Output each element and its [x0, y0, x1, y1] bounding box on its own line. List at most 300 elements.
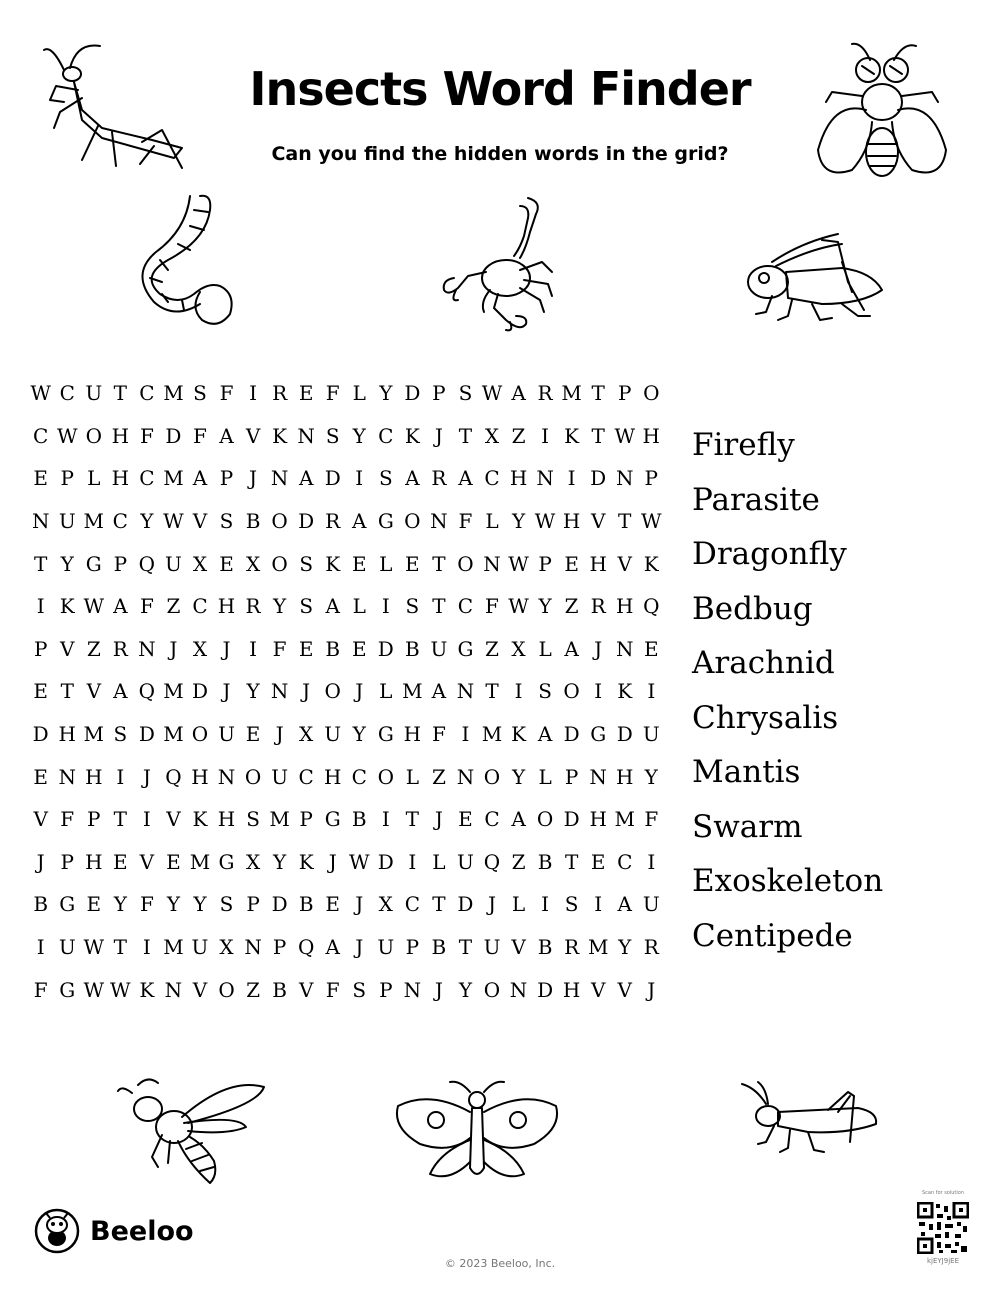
grid-letter: S [378, 466, 393, 491]
grid-letter: X [378, 892, 393, 917]
grid-letter: V [33, 807, 48, 832]
grid-letter: H [509, 466, 528, 491]
grid-letter: A [113, 679, 128, 704]
grid-letter: C [139, 381, 155, 406]
grid-letter: G [377, 509, 394, 534]
grid-letter: S [325, 423, 340, 448]
word-list-item: Bedbug [692, 590, 813, 627]
grid-letter: P [87, 807, 101, 832]
grid-letter: F [139, 892, 154, 917]
grid-letter: V [590, 509, 606, 534]
worm-illustration [138, 190, 238, 330]
grid-letter: A [325, 935, 340, 960]
grid-letter: V [511, 935, 526, 960]
grid-letter: J [355, 935, 364, 960]
grid-letter: L [538, 764, 552, 789]
grid-letter: F [60, 807, 75, 832]
grid-letter: B [431, 935, 447, 960]
grid-letter: M [402, 679, 423, 704]
grid-letter: Z [431, 764, 446, 789]
grid-letter: O [643, 381, 660, 406]
grid-letter: D [377, 636, 394, 661]
grid-letter: S [564, 892, 579, 917]
grid-letter: U [218, 722, 235, 747]
grid-letter: T [432, 892, 446, 917]
grid-letter: Z [246, 977, 261, 1002]
fly-illustration [812, 40, 952, 185]
grid-letter: H [191, 764, 209, 789]
grid-letter: U [642, 892, 660, 917]
grid-letter: S [219, 509, 234, 534]
grid-letter: E [405, 551, 420, 576]
grid-letter: E [33, 679, 48, 704]
grid-letter: F [431, 722, 446, 747]
grid-letter: U [377, 935, 395, 960]
grid-letter: W [83, 977, 105, 1002]
word-list [692, 422, 883, 967]
word-list-item: Exoskeleton [692, 863, 884, 899]
grid-letter: N [615, 466, 634, 491]
grid-letter: L [432, 849, 446, 874]
grid-letter: O [324, 679, 341, 704]
grid-letter: X [511, 636, 526, 661]
grid-letter: C [33, 423, 49, 448]
grid-letter: N [138, 636, 156, 661]
bee-logo-icon [34, 1208, 80, 1254]
grid-letter: N [31, 509, 50, 534]
grid-letter: O [271, 551, 288, 576]
word-list-item: Swarm [692, 808, 803, 845]
grid-letter: B [245, 509, 261, 534]
grid-letter: M [163, 722, 184, 747]
grid-letter: T [564, 849, 579, 874]
grid-letter: K [59, 594, 75, 619]
grid-letter: I [249, 381, 258, 406]
grid-letter: Z [564, 594, 579, 619]
grid-letter: A [405, 466, 420, 491]
grid-letter: B [405, 636, 420, 661]
grid-letter: J [142, 764, 151, 789]
grid-letter: P [272, 935, 287, 960]
grid-letter: C [351, 764, 367, 789]
grid-letter: E [33, 764, 48, 789]
grid-letter: M [163, 679, 184, 704]
grid-letter: P [432, 381, 446, 406]
grid-row [28, 798, 664, 841]
grid-letter: V [192, 977, 208, 1002]
grid-letter: S [352, 977, 367, 1002]
grid-letter: B [537, 935, 553, 960]
grid-letter: O [404, 509, 421, 534]
grid-letter: Q [165, 764, 182, 789]
grid-letter: J [249, 466, 258, 491]
grid-letter: G [377, 722, 394, 747]
grid-letter: O [536, 807, 554, 832]
grid-letter: K [139, 977, 155, 1002]
grid-letter: A [564, 636, 579, 661]
grid-letter: E [590, 849, 606, 874]
grid-letter: N [456, 764, 475, 789]
grid-letter: H [58, 722, 76, 747]
mantis-illustration [42, 40, 187, 170]
grid-letter: D [563, 807, 580, 832]
grid-letter: I [594, 892, 603, 917]
cricket-illustration [742, 232, 887, 332]
grid-letter: U [457, 849, 474, 874]
grid-letter: F [193, 423, 207, 448]
grid-letter: Y [113, 892, 127, 917]
grid-letter: Z [511, 849, 526, 874]
grid-letter: B [298, 892, 314, 917]
grid-letter: D [563, 722, 580, 747]
grid-letter: C [139, 466, 155, 491]
grid-letter: A [192, 466, 208, 491]
grid-letter: L [538, 636, 552, 661]
grid-letter: V [139, 849, 155, 874]
grid-letter: N [509, 977, 528, 1002]
grid-letter: J [355, 679, 364, 704]
grid-row [28, 457, 664, 500]
grid-letter: H [85, 764, 103, 789]
grid-letter: J [434, 807, 443, 832]
grid-letter: Y [273, 594, 287, 619]
grid-letter: I [647, 679, 656, 704]
grid-letter: C [484, 807, 500, 832]
grid-letter: N [615, 636, 634, 661]
grid-letter: W [614, 423, 635, 448]
grid-letter: O [483, 977, 501, 1002]
word-list-item: Chrysalis [692, 699, 839, 736]
grid-letter: F [325, 381, 340, 406]
grid-letter: H [111, 466, 130, 491]
word-list-item: Dragonfly [692, 536, 847, 572]
grid-row [28, 968, 664, 1011]
grid-letter: U [324, 722, 342, 747]
grid-letter: S [246, 807, 260, 832]
grid-row [28, 926, 664, 969]
grid-letter: N [589, 764, 607, 789]
grid-letter: L [87, 466, 101, 491]
grid-letter: T [113, 381, 127, 406]
grid-letter: C [378, 423, 394, 448]
grid-letter: U [191, 935, 209, 960]
grid-letter: U [58, 509, 76, 534]
grid-letter: G [324, 807, 341, 832]
grid-letter: V [617, 977, 632, 1002]
grid-letter: G [590, 722, 607, 747]
grid-letter: T [60, 679, 74, 704]
grid-letter: I [36, 935, 45, 960]
grid-letter: E [33, 466, 48, 491]
grid-letter: V [166, 807, 181, 832]
grid-letter: C [298, 764, 314, 789]
grid-letter: I [142, 935, 151, 960]
grid-letter: J [434, 977, 443, 1002]
grid-letter: J [355, 892, 364, 917]
grid-letter: L [352, 381, 366, 406]
grid-letter: U [430, 636, 448, 661]
grid-letter: R [325, 509, 341, 534]
grid-letter: N [164, 977, 183, 1002]
grid-letter: K [192, 807, 208, 832]
word-list-item: Arachnid [692, 645, 835, 681]
qr-code-label: kjEYJ9jEE [926, 1257, 959, 1265]
grid-letter: J [169, 636, 178, 661]
grid-letter: Y [140, 509, 154, 534]
grid-letter: K [643, 551, 659, 576]
qr-code-icon[interactable] [917, 1202, 969, 1254]
grid-letter: T [34, 551, 48, 576]
grid-letter: L [405, 764, 419, 789]
grid-letter: H [642, 423, 660, 448]
grid-letter: M [481, 722, 503, 747]
grid-letter: V [245, 423, 261, 448]
grid-letter: S [299, 594, 314, 619]
grid-letter: Q [138, 551, 156, 576]
grid-letter: T [113, 935, 127, 960]
grid-letter: A [352, 509, 367, 534]
grid-letter: T [591, 381, 605, 406]
grid-letter: F [485, 594, 499, 619]
grid-letter: Z [86, 636, 101, 661]
grid-letter: L [379, 679, 393, 704]
grid-letter: E [113, 849, 128, 874]
grid-letter: G [457, 636, 474, 661]
grid-letter: F [139, 423, 154, 448]
grid-letter: X [219, 935, 234, 960]
grid-letter: I [461, 722, 470, 747]
grid-letter: X [299, 722, 314, 747]
grid-letter: D [298, 509, 315, 534]
grid-letter: I [36, 594, 45, 619]
grid-letter: P [33, 636, 48, 661]
grid-letter: E [458, 807, 473, 832]
grid-letter: G [85, 551, 102, 576]
grid-row [28, 372, 664, 415]
grid-letter: S [219, 892, 234, 917]
grid-letter: B [272, 977, 287, 1002]
grid-letter: Q [297, 935, 315, 960]
grid-letter: T [432, 594, 446, 619]
grid-letter: T [405, 807, 420, 832]
grid-letter: K [511, 722, 527, 747]
grid-letter: T [485, 679, 499, 704]
grid-letter: I [381, 807, 390, 832]
grid-letter: E [298, 381, 314, 406]
grid-row [28, 628, 664, 671]
copyright-notice: © 2023 Beeloo, Inc. [444, 1257, 556, 1270]
grid-letter: W [83, 935, 105, 960]
grid-letter: I [355, 466, 364, 491]
letter-grid [28, 372, 664, 1011]
grid-letter: F [139, 594, 154, 619]
grid-letter: I [381, 594, 390, 619]
grid-letter: P [60, 466, 74, 491]
brand-logo [34, 1208, 194, 1254]
grid-letter: X [245, 849, 261, 874]
grid-row [28, 500, 664, 543]
grid-letter: K [298, 849, 314, 874]
grid-letter: D [377, 849, 394, 874]
grid-letter: A [298, 466, 314, 491]
grid-letter: C [192, 594, 208, 619]
grid-letter: V [590, 977, 606, 1002]
grid-letter: L [485, 509, 499, 534]
grid-letter: U [642, 722, 660, 747]
grid-letter: W [348, 849, 370, 874]
grid-letter: H [111, 423, 130, 448]
grid-letter: P [379, 977, 393, 1002]
grid-letter: Q [483, 849, 501, 874]
grid-letter: N [536, 466, 554, 491]
grid-letter: V [298, 977, 314, 1002]
grid-letter: X [192, 636, 208, 661]
grid-letter: U [271, 764, 289, 789]
grid-letter: R [272, 381, 288, 406]
grid-letter: B [351, 807, 367, 832]
grid-letter: S [458, 381, 473, 406]
grid-letter: N [244, 935, 262, 960]
grid-letter: I [647, 849, 656, 874]
grid-letter: O [271, 509, 288, 534]
grid-letter: H [217, 807, 236, 832]
grid-letter: A [219, 423, 234, 448]
grid-letter: Y [644, 764, 658, 789]
grid-letter: J [647, 977, 656, 1002]
grid-letter: V [86, 679, 102, 704]
grid-letter: X [484, 423, 500, 448]
grid-letter: U [85, 381, 103, 406]
grid-letter: M [83, 509, 105, 534]
grid-letter: T [458, 935, 473, 960]
grid-letter: W [163, 509, 184, 534]
grid-letter: F [33, 977, 48, 1002]
grid-letter: W [508, 594, 529, 619]
grid-letter: L [379, 551, 393, 576]
grid-letter: I [541, 423, 550, 448]
grid-letter: K [564, 423, 580, 448]
grid-letter: T [113, 807, 127, 832]
grid-row [28, 415, 664, 458]
grid-letter: S [113, 722, 128, 747]
grid-letter: D [191, 679, 208, 704]
grid-letter: I [249, 636, 258, 661]
grid-letter: D [324, 466, 341, 491]
grid-letter: T [458, 423, 473, 448]
grid-letter: T [591, 423, 605, 448]
grid-letter: P [60, 849, 74, 874]
grid-row [28, 713, 664, 756]
grid-letter: D [457, 892, 474, 917]
grid-letter: T [618, 509, 632, 534]
grid-letter: A [431, 679, 447, 704]
grid-letter: D [537, 977, 554, 1002]
grid-letter: W [481, 381, 503, 406]
grid-letter: G [218, 849, 235, 874]
grid-letter: D [616, 722, 633, 747]
grid-letter: N [403, 977, 422, 1002]
grid-row [28, 585, 664, 628]
grasshopper-illustration [738, 1082, 883, 1157]
grid-letter: Y [273, 849, 287, 874]
grid-letter: H [403, 722, 422, 747]
grid-letter: O [244, 764, 262, 789]
grid-letter: Y [246, 679, 260, 704]
grid-letter: A [511, 381, 526, 406]
grid-letter: Z [511, 423, 526, 448]
grid-letter: I [541, 892, 550, 917]
grid-letter: R [564, 935, 580, 960]
grid-letter: P [644, 466, 658, 491]
grid-letter: W [534, 509, 556, 534]
grid-letter: J [434, 423, 443, 448]
grid-letter: R [431, 466, 447, 491]
grid-letter: B [325, 636, 341, 661]
grid-letter: C [617, 849, 633, 874]
word-list-item: Parasite [692, 481, 820, 518]
grid-letter: M [614, 807, 635, 832]
grid-letter: R [590, 594, 606, 619]
grid-letter: D [404, 381, 421, 406]
grid-letter: Y [352, 722, 366, 747]
grid-letter: I [142, 807, 151, 832]
grid-letter: P [538, 551, 552, 576]
grid-letter: B [537, 849, 553, 874]
grid-letter: N [456, 679, 475, 704]
grid-letter: O [563, 679, 580, 704]
grid-letter: H [562, 977, 581, 1002]
grid-letter: K [272, 423, 288, 448]
grid-letter: D [138, 722, 155, 747]
grid-letter: X [245, 551, 261, 576]
grid-letter: D [165, 423, 182, 448]
grid-letter: M [83, 722, 105, 747]
grid-letter: E [245, 722, 261, 747]
grid-letter: N [270, 466, 289, 491]
scorpion-illustration [440, 192, 555, 337]
grid-letter: N [217, 764, 236, 789]
grid-letter: J [302, 679, 311, 704]
grid-letter: C [112, 509, 128, 534]
grid-letter: G [59, 892, 76, 917]
grid-letter: J [328, 849, 337, 874]
grid-letter: E [86, 892, 102, 917]
grid-letter: D [271, 892, 288, 917]
grid-letter: O [457, 551, 474, 576]
grid-row [28, 670, 664, 713]
grid-letter: N [297, 423, 315, 448]
grid-letter: E [643, 636, 659, 661]
grid-letter: L [352, 594, 366, 619]
grid-letter: E [219, 551, 234, 576]
grid-letter: O [191, 722, 209, 747]
grid-letter: O [483, 764, 501, 789]
grid-row [28, 542, 664, 585]
grid-letter: C [404, 892, 420, 917]
grid-letter: J [222, 636, 231, 661]
grid-letter: A [537, 722, 553, 747]
grid-letter: W [508, 551, 529, 576]
grid-letter: Z [485, 636, 499, 661]
grid-letter: H [323, 764, 342, 789]
grid-letter: K [404, 423, 420, 448]
grid-letter: A [458, 466, 473, 491]
grid-letter: Z [166, 594, 181, 619]
word-list-item: Firefly [692, 427, 795, 463]
grid-letter: H [217, 594, 236, 619]
grid-letter: F [644, 807, 659, 832]
qr-caption: Scan for solution [921, 1190, 964, 1196]
